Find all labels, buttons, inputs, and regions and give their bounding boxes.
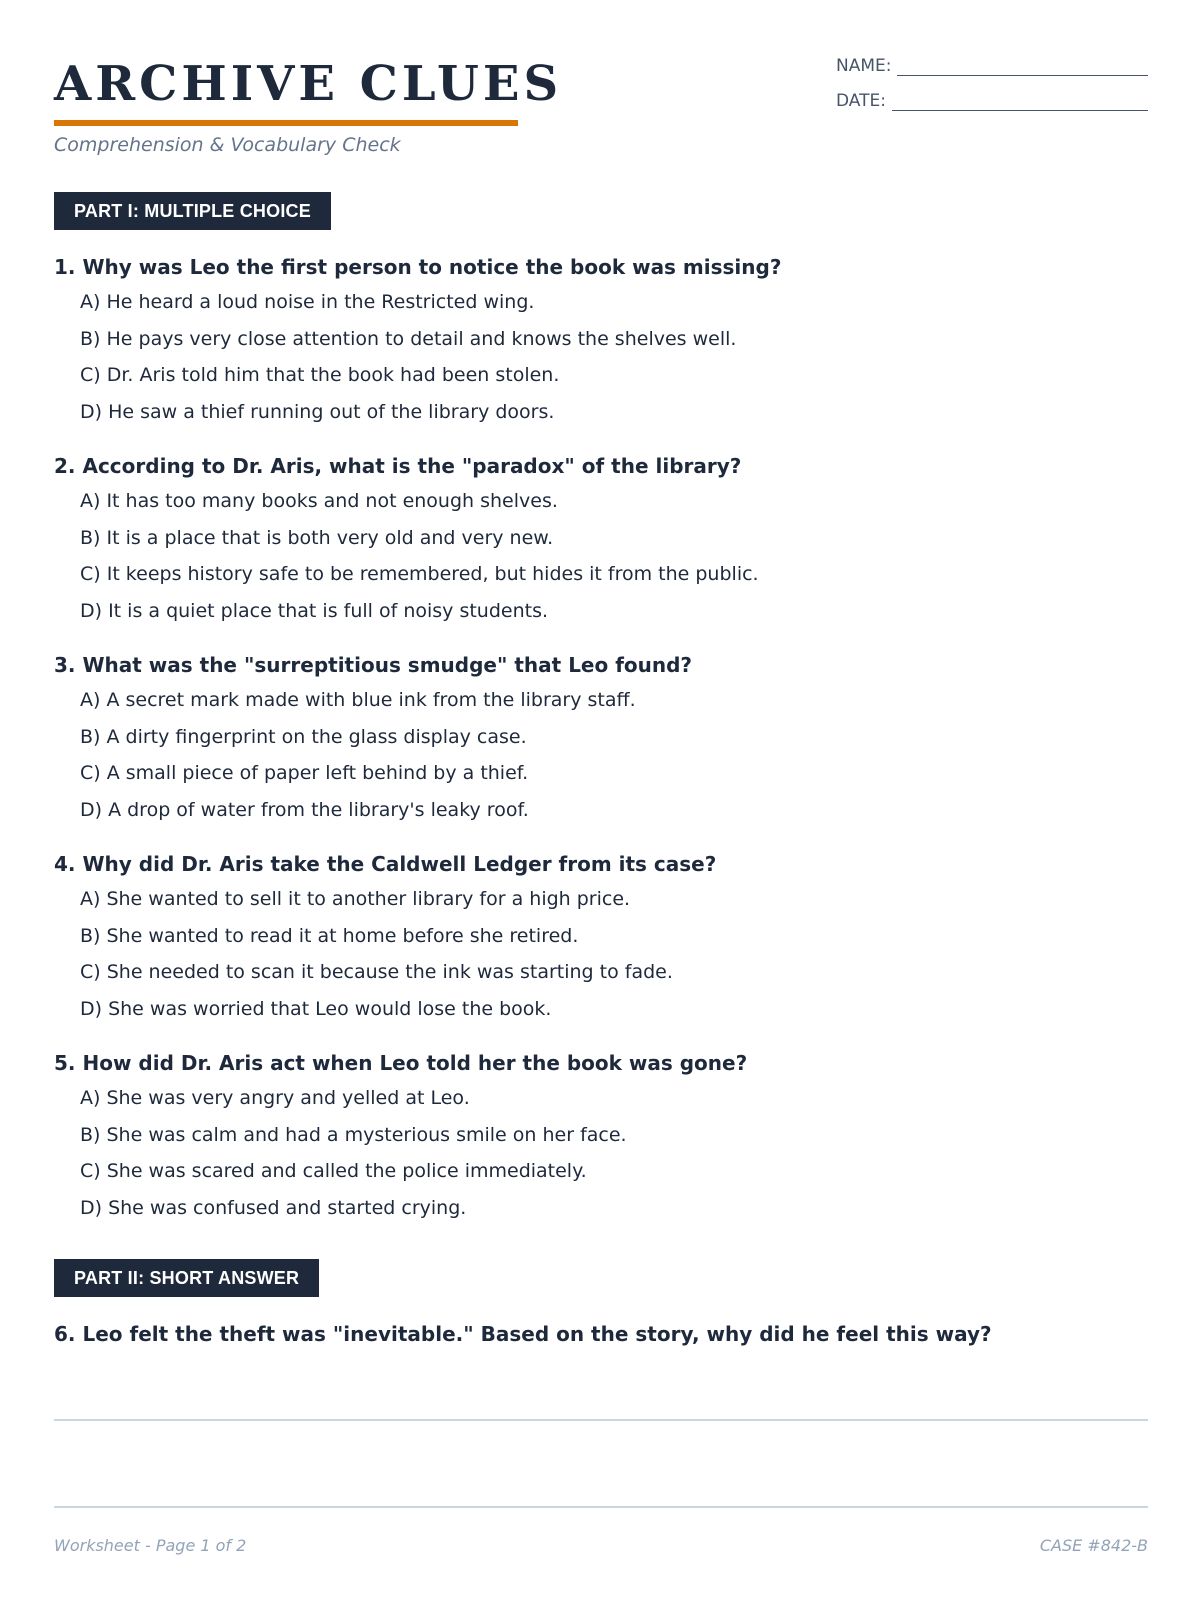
name-blank-line[interactable] bbox=[897, 57, 1148, 76]
answer-option[interactable]: C) She was scared and called the police immediately. bbox=[80, 1160, 587, 1183]
answer-option[interactable]: A) It has too many books and not enough shelves. bbox=[80, 490, 558, 512]
answer-option[interactable]: A) She wanted to sell it to another library for a high price. bbox=[80, 888, 631, 910]
question-2 bbox=[54, 452, 1154, 630]
question-text: 4. Why did Dr. Aris take the Caldwell Ledger from its case? bbox=[54, 852, 717, 876]
answer-option[interactable]: D) It is a quiet place that is full of noisy students. bbox=[80, 600, 549, 623]
answer-line[interactable] bbox=[54, 1506, 1148, 1508]
answer-option[interactable]: D) She was worried that Leo would lose the book. bbox=[80, 998, 552, 1021]
footer-page-label: Worksheet - Page 1 of 2 bbox=[54, 1536, 247, 1555]
answer-option[interactable]: C) Dr. Aris told him that the book had been stolen. bbox=[80, 364, 560, 387]
section-banner-part1: PART I: MULTIPLE CHOICE bbox=[54, 192, 331, 230]
footer-case-number: CASE #842-B bbox=[1039, 1536, 1148, 1555]
answer-option[interactable]: A) He heard a loud noise in the Restricted wing. bbox=[80, 291, 535, 313]
date-blank-line[interactable] bbox=[892, 92, 1148, 111]
answer-option[interactable]: B) He pays very close attention to detail and knows the shelves well. bbox=[80, 327, 737, 350]
answer-option[interactable]: D) He saw a thief running out of the library doors. bbox=[80, 401, 555, 424]
date-label: DATE: bbox=[836, 91, 886, 111]
answer-line[interactable] bbox=[54, 1419, 1148, 1421]
question-text: 2. According to Dr. Aris, what is the "paradox" of the library? bbox=[54, 454, 742, 478]
date-field[interactable] bbox=[836, 91, 1148, 111]
answer-option[interactable]: B) She was calm and had a mysterious smile on her face. bbox=[80, 1123, 627, 1146]
name-label: NAME: bbox=[836, 56, 892, 76]
answer-option[interactable]: C) She needed to scan it because the ink was starting to fade. bbox=[80, 961, 673, 984]
question-text: 5. How did Dr. Aris act when Leo told her the book was gone? bbox=[54, 1051, 748, 1075]
answer-option[interactable]: D) She was confused and started crying. bbox=[80, 1197, 467, 1220]
question-1 bbox=[54, 253, 1154, 431]
question-6 bbox=[54, 1320, 1154, 1348]
question-3 bbox=[54, 651, 1154, 829]
question-text: 1. Why was Leo the first person to notice the book was missing? bbox=[54, 255, 782, 279]
answer-option[interactable]: B) She wanted to read it at home before she retired. bbox=[80, 924, 579, 947]
answer-option[interactable]: C) It keeps history safe to be remembered, but hides it from the public. bbox=[80, 563, 759, 586]
answer-option[interactable]: A) A secret mark made with blue ink from the library staff. bbox=[80, 689, 636, 711]
page-title: ARCHIVE CLUES bbox=[54, 56, 563, 112]
question-5 bbox=[54, 1049, 1154, 1227]
question-4 bbox=[54, 850, 1154, 1028]
answer-option[interactable]: C) A small piece of paper left behind by a thief. bbox=[80, 762, 529, 785]
question-text: 6. Leo felt the theft was "inevitable." Based on the story, why did he feel this way? bbox=[54, 1322, 992, 1346]
page-subtitle: Comprehension & Vocabulary Check bbox=[54, 134, 401, 156]
name-field[interactable] bbox=[836, 56, 1148, 76]
answer-option[interactable]: A) She was very angry and yelled at Leo. bbox=[80, 1087, 470, 1109]
section-banner-part2: PART II: SHORT ANSWER bbox=[54, 1259, 319, 1297]
answer-option[interactable]: D) A drop of water from the library's leaky roof. bbox=[80, 799, 529, 822]
answer-option[interactable]: B) A dirty fingerprint on the glass display case. bbox=[80, 725, 527, 748]
question-text: 3. What was the "surreptitious smudge" that Leo found? bbox=[54, 653, 693, 677]
title-underline bbox=[54, 120, 518, 126]
answer-option[interactable]: B) It is a place that is both very old and very new. bbox=[80, 526, 554, 549]
